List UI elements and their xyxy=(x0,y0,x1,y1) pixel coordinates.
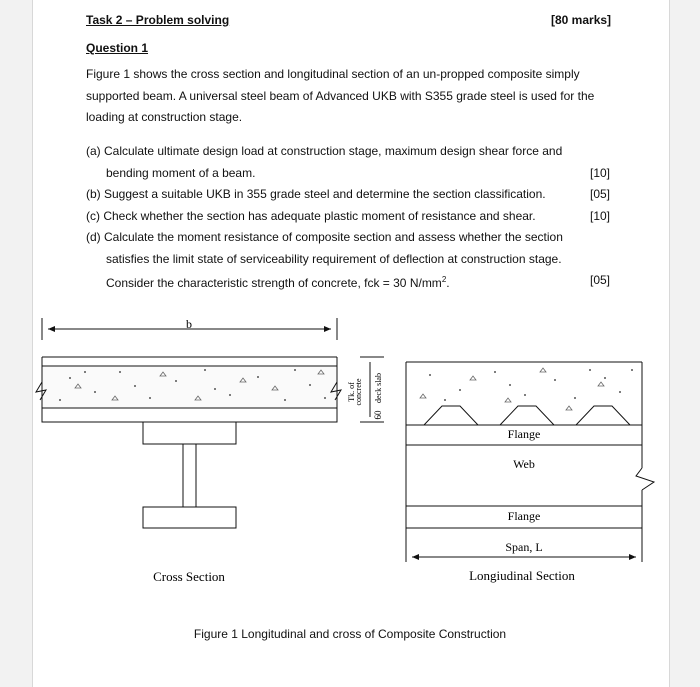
part-a-line2: bending moment of a beam. xyxy=(106,166,256,180)
total-marks: [80 marks] xyxy=(551,13,612,27)
slab-label-line1: Tk. of xyxy=(347,382,356,402)
part-d-line3-suffix: . xyxy=(446,276,450,290)
intro-line: supported beam. A universal steel beam of Advanced UKB with S355 grade steel is used for the xyxy=(86,88,595,103)
longitudinal-caption: Longiudinal Section xyxy=(469,568,575,583)
cross-section-caption: Cross Section xyxy=(153,569,225,584)
steel-i-beam xyxy=(143,422,236,528)
bottom-flange-label: Flange xyxy=(507,509,541,523)
part-d-superscript: 2 xyxy=(441,275,447,284)
slab-thickness-value: 60 xyxy=(373,410,383,420)
part-b-marks: [05] xyxy=(590,187,611,201)
intro-line: Figure 1 shows the cross section and longitudinal section of an un-propped composite simply xyxy=(86,67,580,81)
slab-label-line2: concrete xyxy=(354,378,363,406)
part-d-line2: satisfies the limit state of serviceability requirement of deflection at construction stage. xyxy=(106,252,562,266)
part-d-line3-text: Consider the characteristic strength of concrete, fck = 30 N/mm xyxy=(106,276,442,290)
part-d-line1: (d) Calculate the moment resistance of composite section and assess whether the section xyxy=(86,230,563,244)
span-label: Span, L xyxy=(505,540,543,554)
task-title: Task 2 – Problem solving xyxy=(86,13,230,27)
part-d-marks: [05] xyxy=(590,273,611,287)
part-a-marks: [10] xyxy=(590,166,611,180)
web-label: Web xyxy=(513,457,535,471)
width-dimension xyxy=(42,317,337,340)
part-b-line1: (b) Suggest a suitable UKB in 355 grade steel and determine the section classification. xyxy=(86,187,546,201)
part-c-marks: [10] xyxy=(590,209,611,223)
slab-thickness-dimension xyxy=(347,357,384,422)
intro-line: loading at construction stage. xyxy=(86,110,243,124)
width-label: b xyxy=(186,317,192,331)
part-c-line1: (c) Check whether the section has adequate plastic moment of resistance and shear. xyxy=(86,209,536,223)
slab-label-line3: deck slab xyxy=(374,373,383,403)
part-a-line1: (a) Calculate ultimate design load at construction stage, maximum design shear force and xyxy=(86,144,563,158)
figure-caption: Figure 1 Longitudinal and cross of Composite Construction xyxy=(193,627,507,641)
question-heading: Question 1 xyxy=(86,41,149,55)
cross-section-slab xyxy=(36,357,341,422)
longitudinal-section xyxy=(406,362,654,562)
top-flange-label: Flange xyxy=(507,427,541,441)
